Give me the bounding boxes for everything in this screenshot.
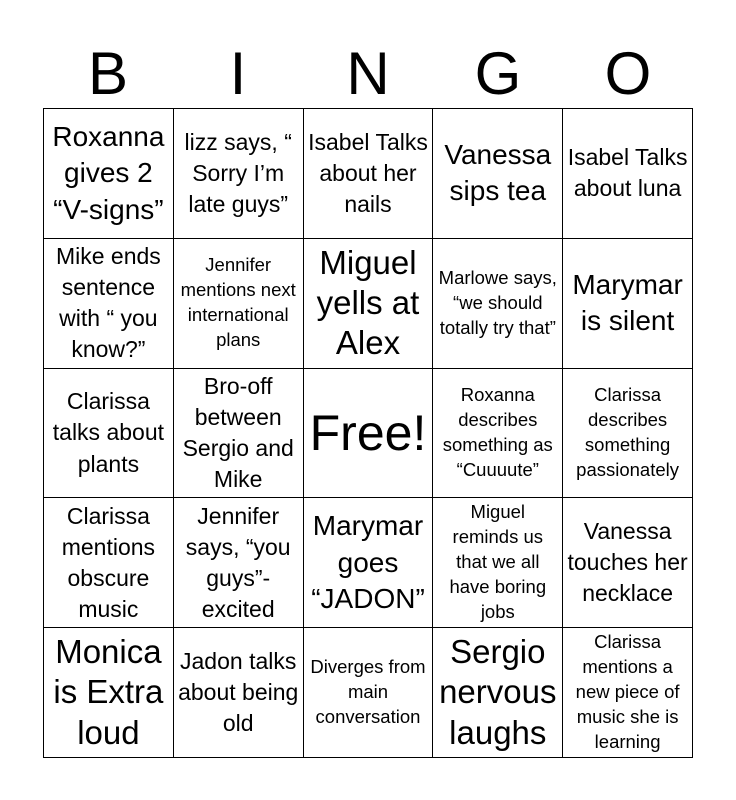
bingo-cell[interactable]: Mike ends sentence with “ you know?” — [44, 239, 174, 369]
bingo-cell[interactable]: Miguel yells at Alex — [304, 239, 434, 369]
bingo-cell[interactable]: Monica is Extra loud — [44, 628, 174, 758]
bingo-cell[interactable]: Clarissa mentions a new piece of music she is learning — [563, 628, 693, 758]
bingo-cell[interactable]: Vanessa touches her necklace — [563, 498, 693, 628]
bingo-cell[interactable]: Jennifer mentions next international plans — [174, 239, 304, 369]
bingo-cell[interactable]: lizz says, “ Sorry I’m late guys” — [174, 109, 304, 239]
bingo-cell[interactable]: Vanessa sips tea — [433, 109, 563, 239]
bingo-cell[interactable]: Jadon talks about being old — [174, 628, 304, 758]
header-letter-b: B — [87, 40, 129, 107]
bingo-cell[interactable]: Marymar is silent — [563, 239, 693, 369]
bingo-cell[interactable]: Marlowe says, “we should totally try that” — [433, 239, 563, 369]
bingo-cell[interactable]: Jennifer says, “you guys”-excited — [174, 498, 304, 628]
bingo-cell[interactable]: Roxanna describes something as “Cuuuute” — [433, 369, 563, 499]
bingo-cell[interactable]: Isabel Talks about her nails — [304, 109, 434, 239]
header-letter-i: I — [229, 40, 247, 107]
bingo-header — [43, 40, 693, 108]
header-letter-g: G — [474, 40, 522, 107]
bingo-cell[interactable]: Isabel Talks about luna — [563, 109, 693, 239]
free-space-cell[interactable]: Free! — [304, 369, 434, 499]
bingo-cell[interactable]: Miguel reminds us that we all have boring jobs — [433, 498, 563, 628]
bingo-cell[interactable]: Diverges from main conversation — [304, 628, 434, 758]
header-letter-n: N — [346, 40, 390, 107]
bingo-grid — [43, 108, 693, 758]
bingo-cell[interactable]: Clarissa describes something passionately — [563, 369, 693, 499]
bingo-cell[interactable]: Roxanna gives 2 “V-signs” — [44, 109, 174, 239]
bingo-cell[interactable]: Clarissa talks about plants — [44, 369, 174, 499]
bingo-cell[interactable]: Sergio nervous laughs — [433, 628, 563, 758]
bingo-cell[interactable]: Marymar goes “JADON” — [304, 498, 434, 628]
bingo-cell[interactable]: Clarissa mentions obscure music — [44, 498, 174, 628]
header-letter-o: O — [604, 40, 652, 107]
bingo-cell[interactable]: Bro-off between Sergio and Mike — [174, 369, 304, 499]
